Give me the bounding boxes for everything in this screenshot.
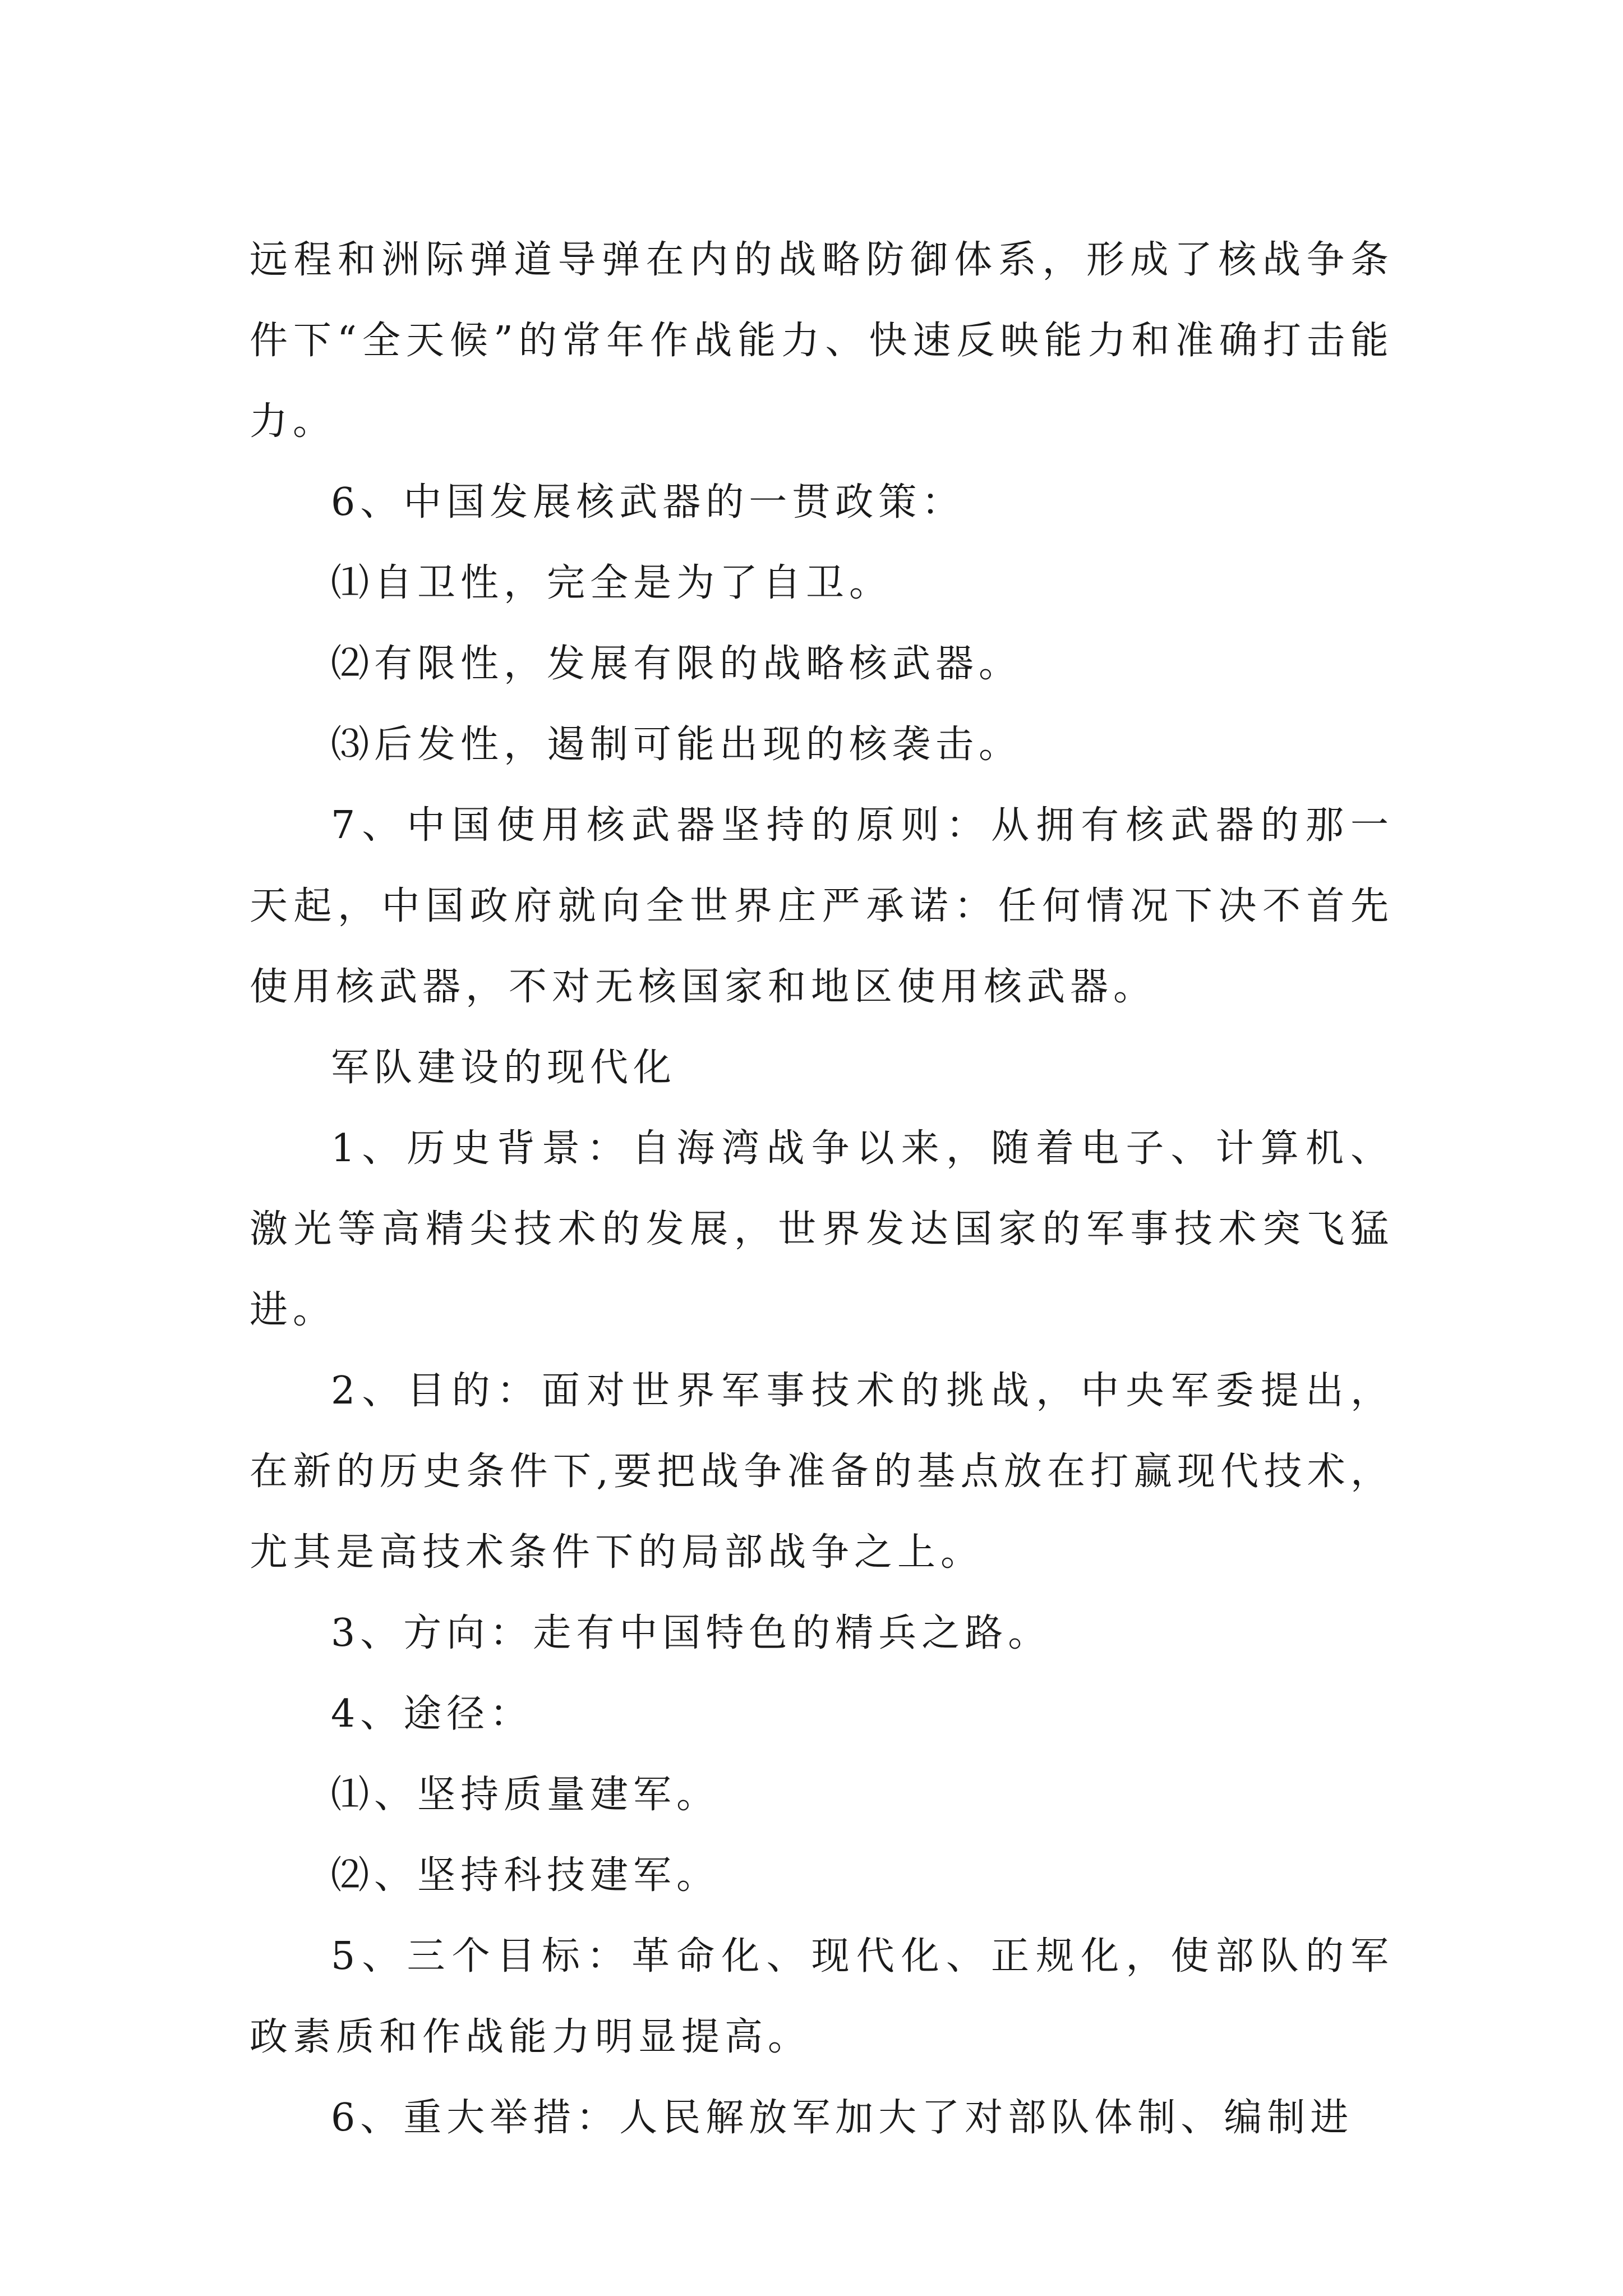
paragraph-direction: 3、方向：走有中国特色的精兵之路。 bbox=[331, 1611, 1052, 1655]
document-body bbox=[250, 220, 1394, 2159]
paragraph-no-first-use-principle: 7、中国使用核武器坚持的原则：从拥有核武器的那一天起，中国政府就向全世界庄严承诺：任何情况下决不首先使用核武器，不对无核国家和地区使用核武器。 bbox=[250, 803, 1394, 1009]
paragraph-three-goals: 5、三个目标：革命化、现代化、正规化，使部队的军政素质和作战能力明显提高。 bbox=[250, 1934, 1394, 2059]
paragraph-policy-deterrence: ⑶后发性，遏制可能出现的核袭击。 bbox=[331, 723, 1022, 767]
section-heading-army-modernization: 军队建设的现代化 bbox=[331, 1046, 677, 1090]
paragraph-approach-technology: ⑵、坚持科技建军。 bbox=[331, 1853, 720, 1898]
paragraph-policy-limited: ⑵有限性，发展有限的战略核武器。 bbox=[331, 642, 1022, 686]
paragraph-approach-heading: 4、途径： bbox=[331, 1692, 533, 1736]
paragraph-historical-background: 1、历史背景：自海湾战争以来，随着电子、计算机、激光等高精尖技术的发展，世界发达国家的军事技术突飞猛进。 bbox=[250, 1126, 1394, 1332]
paragraph-policy-heading: 6、中国发展核武器的一贯政策： bbox=[331, 480, 965, 524]
paragraph-policy-self-defense: ⑴自卫性，完全是为了自卫。 bbox=[331, 561, 893, 605]
paragraph-major-measures: 6、重大举措：人民解放军加大了对部队体制、编制进 bbox=[331, 2096, 1354, 2140]
paragraph-continued-strategic-defense: 远程和洲际弹道导弹在内的战略防御体系，形成了核战争条件下“全天候”的常年作战能力、快速反映能力和准确打击能力。 bbox=[250, 238, 1394, 444]
paragraph-purpose: 2、目的：面对世界军事技术的挑战，中央军委提出，在新的历史条件下,要把战争准备的基点放在打赢现代技术，尤其是高技术条件下的局部战争之上。 bbox=[250, 1369, 1394, 1575]
paragraph-approach-quality: ⑴、坚持质量建军。 bbox=[331, 1773, 720, 1817]
